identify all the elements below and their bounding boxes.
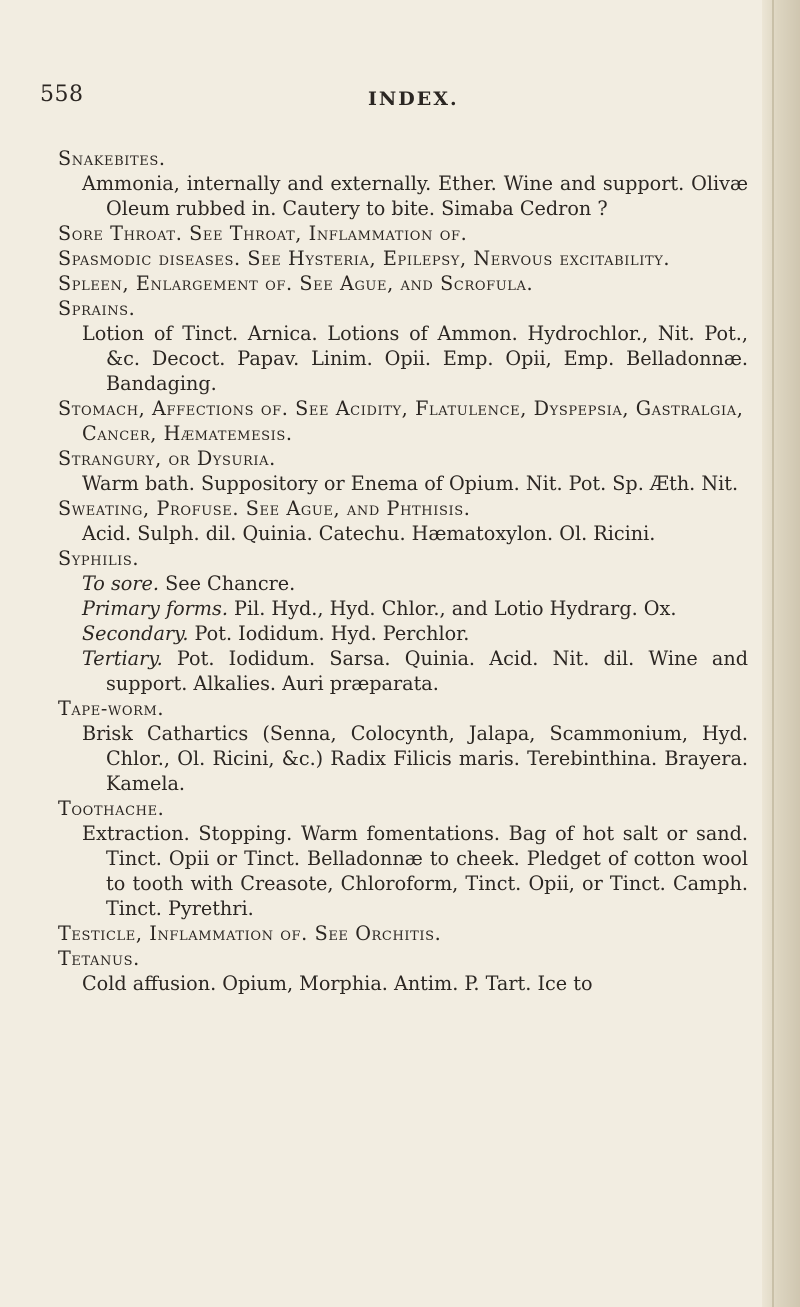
page-header: [40, 82, 760, 112]
subentry-text: Pot. Iodidum. Sarsa. Quinia. Acid. Nit. dil. Wine and support. Alkalies. Auri præparata.: [106, 647, 748, 695]
entry-heading: Snakebites.: [58, 147, 166, 170]
entry-spleen: [58, 271, 748, 296]
entry-heading: Sore Throat. See Throat, Inflammation of.: [58, 222, 468, 245]
index-content: [58, 146, 748, 996]
subentry-label: Secondary.: [82, 622, 189, 645]
page-edge: [762, 0, 800, 1307]
entry-sore-throat: [58, 221, 748, 246]
entry-sprains: [58, 296, 748, 396]
entry-body: Warm bath. Suppository or Enema of Opium. Nit. Pot. Sp. Æth. Nit.: [82, 472, 739, 495]
entry-body: Extraction. Stopping. Warm fomentations. Bag of hot salt or sand. Tinct. Opii or Tinct. Belladonnæ to cheek. Pledget of cotton wool to tooth with Creasote, Chloroform, Tinct. Opii, or Tinct. Camph. Tinct. Pyrethri.: [82, 822, 748, 920]
entry-sweating: [58, 496, 748, 546]
entry-heading: Tape-worm.: [58, 697, 165, 720]
subentry-text: See Chancre.: [158, 572, 296, 595]
entry-syphilis: [58, 546, 748, 696]
entry-testicle: [58, 921, 748, 946]
running-head: INDEX.: [368, 88, 459, 110]
entry-toothache: [58, 796, 748, 921]
entry-strangury: [58, 446, 748, 496]
subentry-label: To sore.: [82, 572, 159, 595]
entry-body: Brisk Cathartics (Senna, Colocynth, Jalapa, Scammonium, Hyd. Chlor., Ol. Ricini, &c.) Radix Filicis maris. Terebinthina. Brayera. Kamela.: [82, 722, 748, 795]
entry-body: Ammonia, internally and externally. Ether. Wine and support. Olivæ Oleum rubbed in. Cautery to bite. Simaba Cedron ?: [82, 172, 748, 220]
entry-heading: Syphilis.: [58, 547, 140, 570]
entry-heading: Sprains.: [58, 297, 136, 320]
entry-heading: Stomach, Affections of. See Acidity, Flatulence, Dyspepsia, Gastralgia, Cancer, Hæmatemesis.: [58, 397, 744, 445]
entry-body: Lotion of Tinct. Arnica. Lotions of Ammon. Hydrochlor., Nit. Pot., &c. Decoct. Papav. Linim. Opii. Emp. Opii, Emp. Belladonnæ. Bandaging.: [82, 322, 748, 395]
entry-stomach: [58, 396, 748, 446]
entry-heading: Strangury, or Dysuria.: [58, 447, 276, 470]
subentry-text: Pot. Iodidum. Hyd. Perchlor.: [188, 622, 470, 645]
page-number: 558: [40, 82, 84, 107]
entry-tape-worm: [58, 696, 748, 796]
subentry-text: Pil. Hyd., Hyd. Chlor., and Lotio Hydrarg. Ox.: [227, 597, 677, 620]
entry-heading: Sweating, Profuse. See Ague, and Phthisis.: [58, 497, 471, 520]
entry-tetanus: [58, 946, 748, 996]
subentry-label: Primary forms.: [82, 597, 228, 620]
entry-subentry: [58, 621, 748, 646]
entry-snakebites: [58, 146, 748, 221]
entry-heading: Spasmodic diseases. See Hysteria, Epilepsy, Nervous excitability.: [58, 247, 671, 270]
entry-spasmodic-diseases: [58, 246, 748, 271]
entry-heading: Testicle, Inflammation of. See Orchitis.: [58, 922, 442, 945]
entry-subentry: [58, 646, 748, 696]
entry-heading: Toothache.: [58, 797, 165, 820]
entry-heading: Tetanus.: [58, 947, 140, 970]
entry-subentry: [58, 571, 748, 596]
subentry-label: Tertiary.: [82, 647, 163, 670]
entry-body: Acid. Sulph. dil. Quinia. Catechu. Hæmatoxylon. Ol. Ricini.: [82, 522, 656, 545]
entry-body: Cold affusion. Opium, Morphia. Antim. P. Tart. Ice to: [82, 972, 593, 995]
entry-subentry: [58, 596, 748, 621]
entry-heading: Spleen, Enlargement of. See Ague, and Scrofula.: [58, 272, 534, 295]
